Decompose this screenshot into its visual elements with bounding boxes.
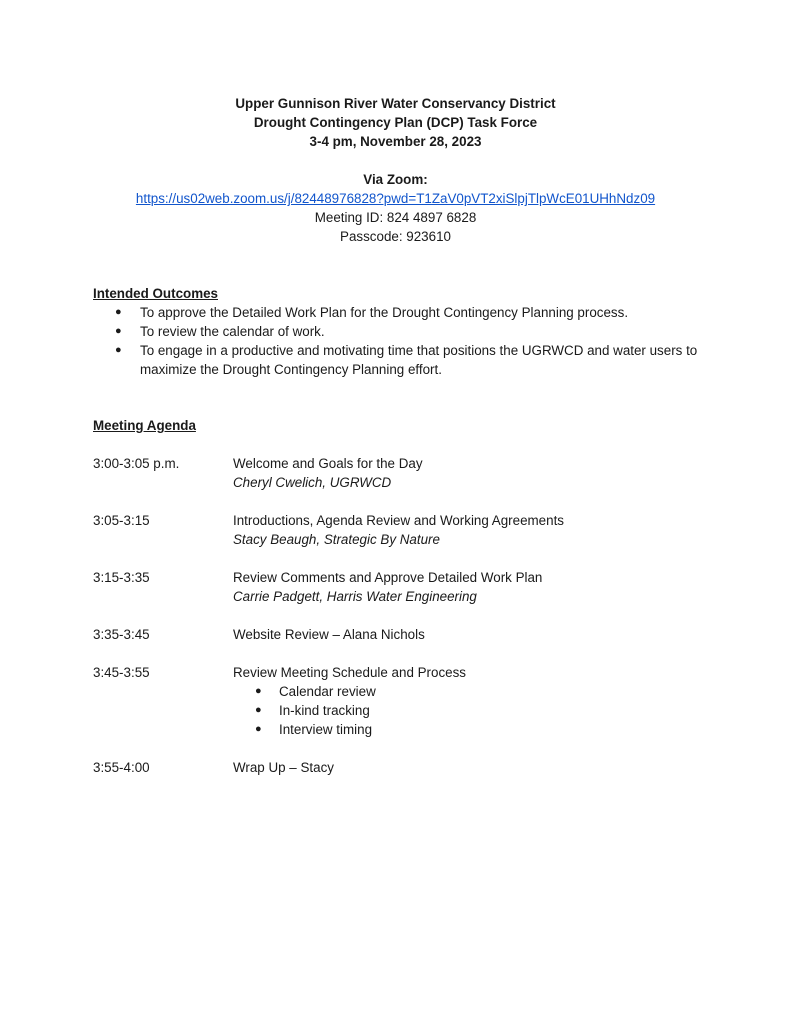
bullet-icon: ● [115,325,122,337]
task-force-name: Drought Contingency Plan (DCP) Task Force [253,115,538,130]
document-header [0,94,791,246]
list-item: ● To approve the Detailed Work Plan for the Drought Contingency Planning process. [115,305,629,320]
bullet-icon: ● [255,685,262,697]
list-item: ● Calendar review [255,684,376,699]
list-item: ● In-kind tracking [255,703,370,718]
agenda-time: 3:55-4:00 [93,760,150,775]
bullet-icon: ● [255,704,262,716]
agenda-time: 3:45-3:55 [93,665,150,680]
bullet-icon: ● [115,306,122,318]
agenda-topic: Website Review – Alana Nichols [233,627,425,642]
bullet-icon: ● [255,723,262,735]
intended-outcomes-section [93,284,713,379]
agenda-topic: Welcome and Goals for the Day [233,456,423,471]
list-item: ● Interview timing [255,722,373,737]
agenda-topic: Wrap Up – Stacy [233,760,334,775]
meeting-time: 3-4 pm, November 28, 2023 [309,134,482,149]
agenda-time: 3:00-3:05 p.m. [93,456,180,471]
agenda-presenter: Stacy Beaugh, Strategic By Nature [233,532,440,547]
meeting-id: Meeting ID: 824 4897 6828 [314,210,477,225]
agenda-time: 3:35-3:45 [93,627,150,642]
agenda-subitems [233,682,713,739]
agenda-topic: Review Meeting Schedule and Process [233,665,466,680]
via-zoom-label: Via Zoom: [363,172,428,187]
agenda-topic: Review Comments and Approve Detailed Work Plan [233,570,543,585]
passcode: Passcode: 923610 [340,229,451,244]
bullet-icon: ● [115,344,122,356]
outcomes-list [93,303,713,379]
meeting-agenda-title: Meeting Agenda [93,418,196,433]
intended-outcomes-title: Intended Outcomes [93,286,218,301]
agenda-presenter: Carrie Padgett, Harris Water Engineering [233,589,477,604]
list-item: ● To review the calendar of work. [115,324,325,339]
agenda-time: 3:05-3:15 [93,513,150,528]
agenda-time: 3:15-3:35 [93,570,150,585]
list-item: ● To engage in a productive and motivating time that positions the UGRWCD and water users to maximize the Drought Contingency Planning effort. [115,343,698,377]
organization-name: Upper Gunnison River Water Conservancy District [235,96,556,111]
meeting-agenda-section [93,416,713,775]
zoom-link[interactable]: https://us02web.zoom.us/j/82448976828?pwd=T1ZaV0pVT2xiSlpjTlpWcE01UHhNdz09 [135,191,656,206]
agenda-presenter: Cheryl Cwelich, UGRWCD [233,475,392,490]
agenda-topic: Introductions, Agenda Review and Working Agreements [233,513,564,528]
